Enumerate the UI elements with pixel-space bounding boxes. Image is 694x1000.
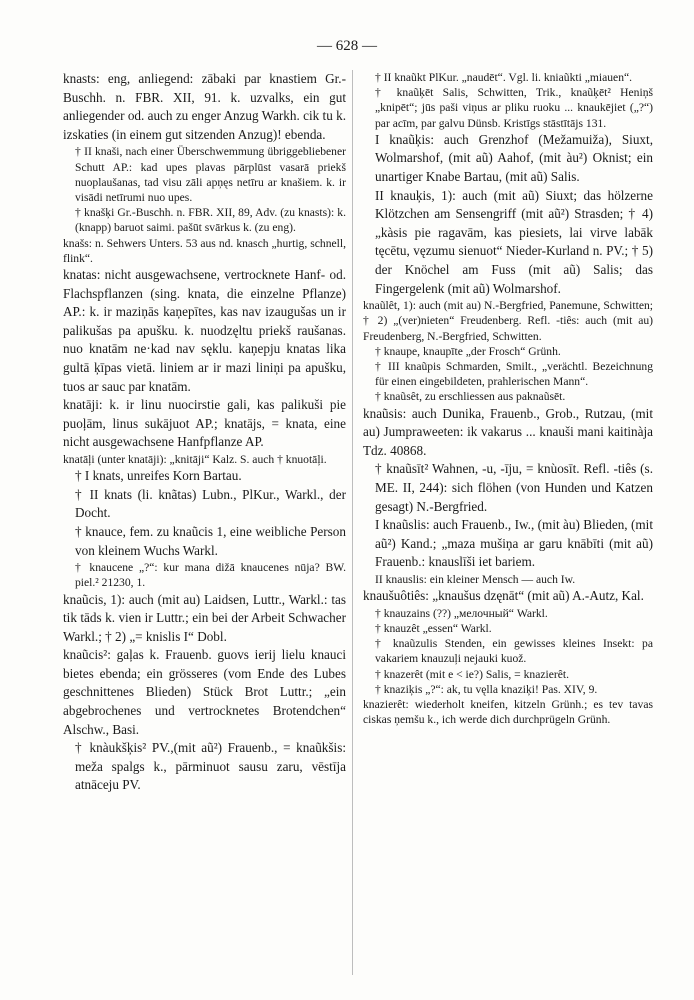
dictionary-entry: † knaũsêt, zu erschliessen aus paknaũsēt. xyxy=(375,390,566,404)
dictionary-entry: knaũsis: auch Dunika, Frauenb., Grob., Rutzau, (mit au) Jumpraweeten: ik vakarus ... knauši mani kaitinàja Tdz. 40868. xyxy=(363,405,653,458)
dictionary-entry: knaũcis²: gaļas k. Frauenb. guovs ierij lielu knauci bietes ebenda; ein grösseres (vom Ende des Lubes geschnittenes Blieden) Stück Brot Luttr.; „ein abgebrochenes und vertrocknetes Brotendchen“ Alschw., Basi. xyxy=(63,647,346,737)
dictionary-entry: † knaũķēt Salis, Schwitten, Trik., knaũķēt² Heniņš „knipēt“; jūs paši viņus ar pliku ruoku ... knaukējiet („?“) par acīm, par galvu Dünsb. Kristīgs stāstītājs 131. xyxy=(375,86,653,130)
dictionary-entry: † knauzains (??) „мелочный“ Warkl. xyxy=(375,606,548,620)
left-column xyxy=(63,70,346,795)
dictionary-entry: I knaũslis: auch Frauenb., Iw., (mit àu) Blieden, (mit aũ²) Kand.; „maza mušiņa ar garu knābīti (mit aũ) Frauenb.: knauslīši iet bariem. xyxy=(375,517,653,570)
dictionary-entry: † III knaũpis Schmarden, Smilt., „verächtl. Bezeichnung für einen eingebildeten, prahlerischen Mann“. xyxy=(375,359,653,389)
dictionary-entry: † II knaũkt PlKur. „naudēt“. Vgl. li. kniaũkti „miauen“. xyxy=(375,71,633,84)
dictionary-entry: † knauce, fem. zu knaũcis 1, eine weibliche Person von kleinem Wuchs Warkl. xyxy=(75,523,346,558)
column-divider xyxy=(352,70,353,975)
dictionary-entry: knaũcis, 1): auch (mit au) Laidsen, Luttr., Warkl.: tas tik tāds k. vien ir Luttr.; ein bei der Arbeit Schwacher Warkl.; † 2) „= knislis I“ Dobl. xyxy=(63,591,346,644)
dictionary-entry: knatas: nicht ausgewachsene, vertrocknete Hanf- od. Flachspflanzen (sing. knata, die einzelne Pflanze) AP.: k. ir maziņās kaņepītes, kas nav izaugušas un ir palikušas pa apušku. k. nuodzęltu priekš raušanas. nuo knatām ne·kad nav sęklu. kaņepju knatas lika gultā ķīpas vietā. liniem ar ir mazi liniņi pa apušku, tuos ar sauc par knatām. xyxy=(63,267,346,394)
dictionary-entry: † II knaši, nach einer Überschwemmung übriggebliebener Schutt AP.: kad upes plavas pārplūst vasarā priekš nuoplaušanas, tad visu zāli apņęs netīru ar knašiem. k. ir visādi netīrumi nuo upes. xyxy=(75,145,346,204)
dictionary-entry: † knaupe, knaupīte „der Frosch“ Grünh. xyxy=(375,344,561,358)
page-number: — 628 — xyxy=(317,38,377,54)
dictionary-entry: † knaucene „?“: kur mana dižā knaucenes nūja? BW. piel.² 21230, 1. xyxy=(75,561,346,590)
dictionary-entry: knazierêt: wiederholt kneifen, kitzeln Grünh.; es tev tavas ciskas ņemšu k., ich werde dich durchprügeln Grünh. xyxy=(363,697,653,727)
dictionary-entry: knašs: n. Sehwers Unters. 53 aus nd. knasch „hurtig, schnell, flink“. xyxy=(63,236,346,265)
dictionary-entry: † I knats, unreifes Korn Bartau. xyxy=(75,468,242,484)
dictionary-entry: † II knats (li. knãtas) Lubn., PlKur., Warkl., der Docht. xyxy=(75,486,346,521)
dictionary-entry: knatāļi (unter knatāji): „knitāji“ Kalz. S. auch † knuotāļi. xyxy=(63,452,327,466)
dictionary-entry: knatāji: k. ir linu nuocirstie gali, kas palikuši pie puoļām, linus sukājuot AP.; knatājs, = knata, eine nicht ausgewachsene Hanfpflanze AP. xyxy=(63,397,346,450)
dictionary-entry: II knauķis, 1): auch (mit aũ) Siuxt; das hölzerne Klötzchen am Sensengriff (mit aũ²) Strasden; † 4) „kàsis pie ragavām, kas piesiets, lai virve labāk tęcētu, vęzumu sienuot“ Nieder-Kurland n. PV.; † 5) der Knöchel am Fuss (mit aũ) Salis; das Fingergelenk (mit aũ) Wolmarshof. xyxy=(375,187,653,296)
dictionary-entry: knaũlêt, 1): auch (mit au) N.-Bergfried, Panemune, Schwitten; † 2) „(ver)nieten“ Freudenberg. Refl. -tiês: auch (mit au) Freudenberg, N.-Bergfried, Schwitten. xyxy=(363,299,653,343)
dictionary-entry: knasts: eng, anliegend: zābaki par knastiem Gr.-Buschh. n. FBR. XII, 91. k. uzvalks, ein gut anliegender od. auch zu enger Anzug Warkh. cik tu k. izskaties (in einem gut sitzenden Anzug)! ebenda. xyxy=(63,71,346,142)
dictionary-entry: II knauslis: ein kleiner Mensch — auch Iw. xyxy=(375,572,576,586)
dictionary-entry: † knauzêt „essen“ Warkl. xyxy=(375,621,492,635)
dictionary-entry: † knazerêt (mit e < ie?) Salis, = knazierêt. xyxy=(375,667,569,681)
dictionary-entry: † knàukšķis² PV.,(mit aũ²) Frauenb., = knaũkšis: meža spalgs k., pārminuot sausu zaru, vēstīja atnāceju PV. xyxy=(75,740,346,793)
dictionary-entry: † knaũzulis Stenden, ein gewisses kleines Insekt: pa vakariem knauzuļi nejauki kuož. xyxy=(375,637,653,666)
dictionary-entry: knaušuôtiês: „knaušus dzęnāt“ (mit aũ) A.-Autz, Kal. xyxy=(363,588,644,604)
dictionary-entry: I knaũķis: auch Grenzhof (Mežamuiža), Siuxt, Wolmarshof, (mit aũ) Aahof, (mit àu²) Oknist; ein unartiger Knabe Bartau, (mit aũ) Salis. xyxy=(375,131,653,184)
dictionary-entry: † knašķi Gr.-Buschh. n. FBR. XII, 89, Adv. (zu knasts): k. (knapp) baruot saimi. pašūt svārkus k. (zu eng). xyxy=(75,206,346,235)
right-column xyxy=(363,70,653,727)
dictionary-entry: † knaziķis „?“: ak, tu vęlla knaziķi! Pas. XIV, 9. xyxy=(375,682,598,696)
dictionary-entry: † knaũsīt² Wahnen, -u, -īju, = knùosīt. Refl. -tiês (s. ME. II, 244): sich flöhen (von Hunden und Katzen gesagt) N.-Bergfried. xyxy=(375,461,653,514)
